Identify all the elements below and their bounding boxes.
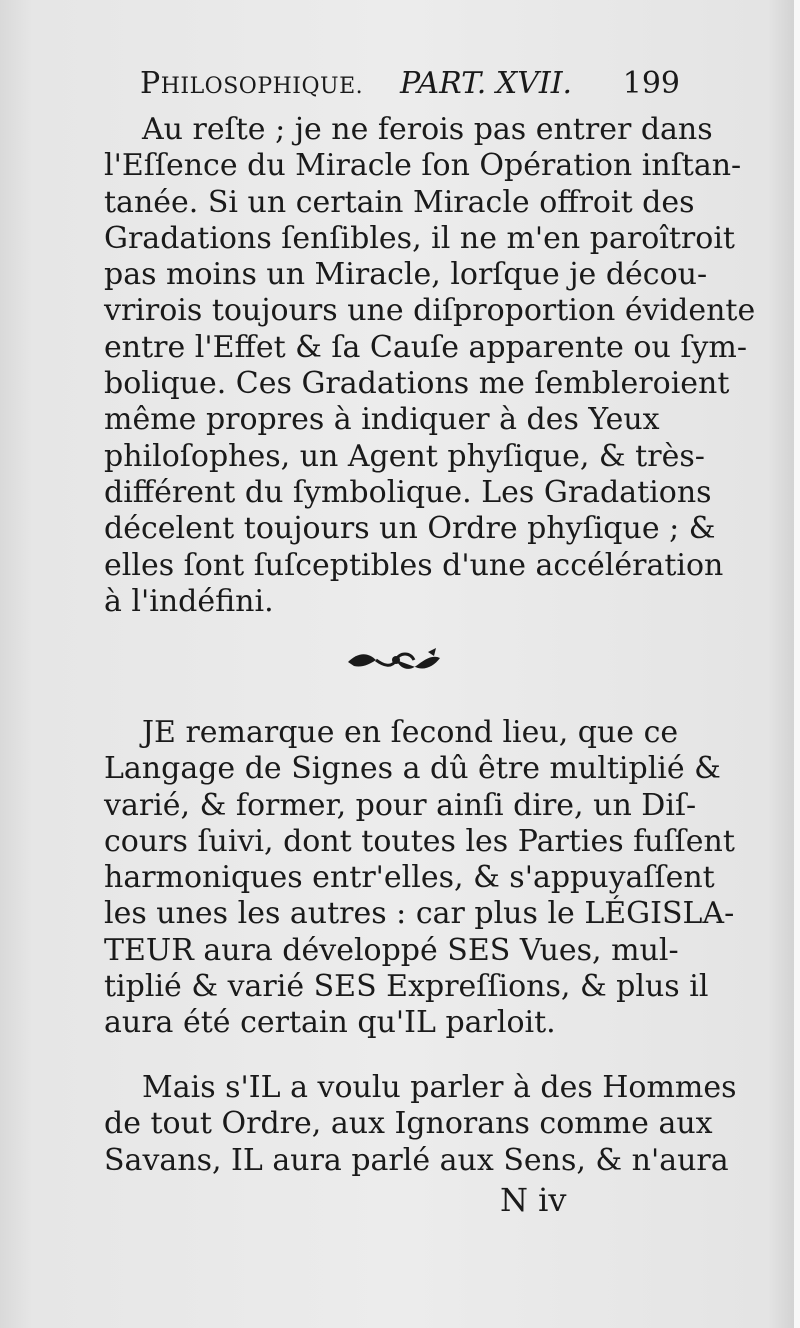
text-line: l'Eſſence du Miracle ſon Opération inſtan-: [104, 148, 742, 184]
text-line: philoſophes, un Agent phyſique, & très-: [104, 438, 705, 474]
text-line: harmoniques entr'elles, & s'appuyaſſent: [104, 860, 715, 896]
text-line: différent du ſymbolique. Les Gradations: [104, 474, 712, 510]
signature-mark: N iv: [500, 1181, 567, 1219]
text-line: entre l'Effet & ſa Cauſe apparente ou ſym-: [104, 329, 747, 365]
paragraph-1: [104, 112, 756, 620]
text-line: cours ſuivi, dont toutes les Parties fuſſent: [104, 823, 735, 859]
text-line: de tout Ordre, aux Ignorans comme aux: [104, 1106, 713, 1142]
part-label: PART. XVII.: [400, 66, 573, 101]
running-title: PHILOSOPHIQUE.: [140, 66, 364, 101]
text-line: aura été certain qu'IL parloit.: [104, 1005, 556, 1041]
text-line: Au reſte ; je ne ferois pas entrer dans: [142, 112, 713, 147]
text-line: bolique. Ces Gradations me ſembleroient: [104, 366, 730, 402]
text-line: tiplié & varié SES Expreſſions, & plus il: [104, 969, 709, 1005]
text-line: pas moins un Miracle, lorſque je décou-: [104, 257, 708, 293]
text-line: les unes les autres : car plus le LÉGISLA-: [104, 896, 735, 932]
text-line: Langage de Signes a dû être multiplié &: [104, 751, 721, 787]
fleuron-ornament-icon: [340, 646, 450, 676]
text-line: TEUR aura développé SES Vues, mul-: [104, 932, 679, 968]
page-edge: [794, 0, 800, 1328]
text-line: JE remarque en ſecond lieu, que ce: [142, 715, 679, 750]
text-line: varié, & former, pour ainſi dire, un Diſ-: [104, 787, 697, 823]
text-line: Gradations ſenſibles, il ne m'en paroîtroit: [104, 220, 735, 256]
text-line: même propres à indiquer à des Yeux: [104, 402, 660, 438]
text-line: à l'indéfini.: [104, 583, 274, 619]
paragraph-2: [104, 715, 735, 1042]
page-number: 199: [622, 66, 680, 101]
text-line: tanée. Si un certain Miracle offroit des: [104, 184, 695, 220]
text-line: vrirois toujours une diſproportion évidente: [104, 293, 756, 329]
text-line: Savans, IL aura parlé aux Sens, & n'aura: [104, 1142, 729, 1178]
text-line: Mais s'IL a voulu parler à des Hommes: [142, 1070, 737, 1105]
running-header: [140, 62, 680, 106]
paragraph-3: [104, 1070, 737, 1179]
text-line: elles ſont ſuſceptibles d'une accélération: [104, 547, 724, 583]
text-line: décelent toujours un Ordre phyſique ; &: [104, 511, 716, 547]
